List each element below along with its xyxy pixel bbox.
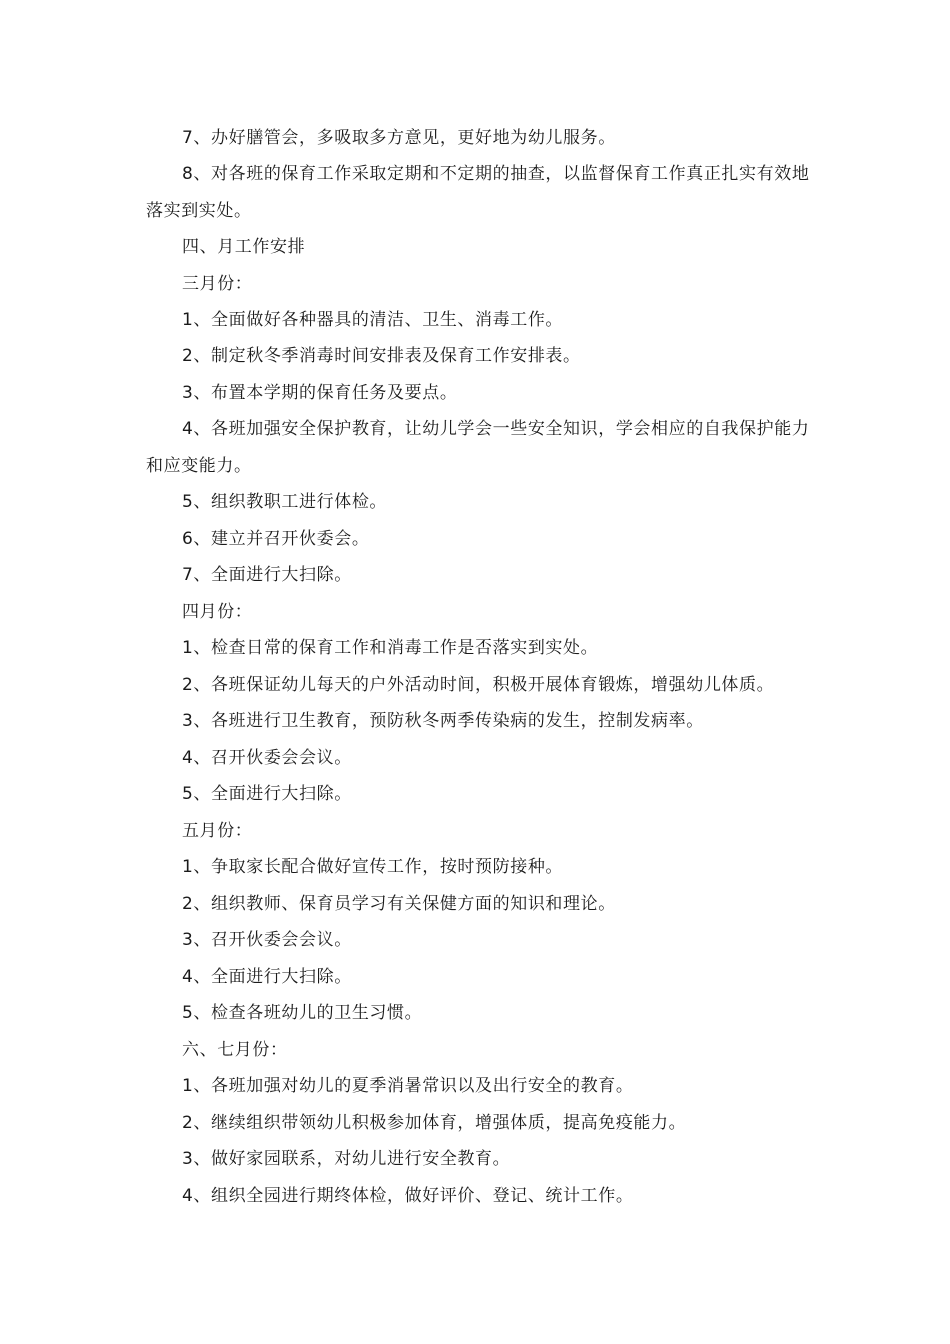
paragraph: 4、全面进行大扫除。 xyxy=(182,967,352,987)
paragraph: 2、组织教师、保育员学习有关保健方面的知识和理论。 xyxy=(182,894,616,914)
month-heading: 六、七月份： xyxy=(182,1040,288,1060)
paragraph: 2、制定秋冬季消毒时间安排表及保育工作安排表。 xyxy=(182,346,581,366)
paragraph: 3、召开伙委会会议。 xyxy=(182,930,352,950)
paragraph: 3、各班进行卫生教育，预防秋冬两季传染病的发生，控制发病率。 xyxy=(182,711,704,731)
paragraph: 2、各班保证幼儿每天的户外活动时间，积极开展体育锻炼，增强幼儿体质。 xyxy=(182,675,775,695)
paragraph: 4、组织全园进行期终体检，做好评价、登记、统计工作。 xyxy=(182,1186,634,1206)
paragraph: 1、全面做好各种器具的清洁、卫生、消毒工作。 xyxy=(182,310,564,330)
paragraph: 1、检查日常的保育工作和消毒工作是否落实到实处。 xyxy=(182,638,599,658)
month-heading: 五月份： xyxy=(182,821,253,841)
paragraph: 5、组织教职工进行体检。 xyxy=(182,492,388,512)
paragraph: 1、争取家长配合做好宣传工作，按时预防接种。 xyxy=(182,857,564,877)
paragraph: 4、召开伙委会会议。 xyxy=(182,748,352,768)
section-heading: 四、月工作安排 xyxy=(182,237,306,257)
paragraph: 5、全面进行大扫除。 xyxy=(182,784,352,804)
paragraph: 3、布置本学期的保育任务及要点。 xyxy=(182,383,458,403)
paragraph: 4、各班加强安全保护教育，让幼儿学会一些安全知识，学会相应的自我保护能力和应变能力。 xyxy=(146,419,810,476)
paragraph: 8、对各班的保育工作采取定期和不定期的抽查，以监督保育工作真正扎实有效地落实到实处。 xyxy=(146,164,810,221)
paragraph: 1、各班加强对幼儿的夏季消暑常识以及出行安全的教育。 xyxy=(182,1076,634,1096)
paragraph: 3、做好家园联系，对幼儿进行安全教育。 xyxy=(182,1149,511,1169)
paragraph: 7、全面进行大扫除。 xyxy=(182,565,352,585)
month-heading: 四月份： xyxy=(182,602,253,622)
paragraph: 2、继续组织带领幼儿积极参加体育，增强体质，提高免疫能力。 xyxy=(182,1113,687,1133)
month-heading: 三月份： xyxy=(182,274,253,294)
paragraph: 6、建立并召开伙委会。 xyxy=(182,529,370,549)
paragraph: 7、办好膳管会，多吸取多方意见，更好地为幼儿服务。 xyxy=(182,128,616,148)
paragraph: 5、检查各班幼儿的卫生习惯。 xyxy=(182,1003,423,1023)
